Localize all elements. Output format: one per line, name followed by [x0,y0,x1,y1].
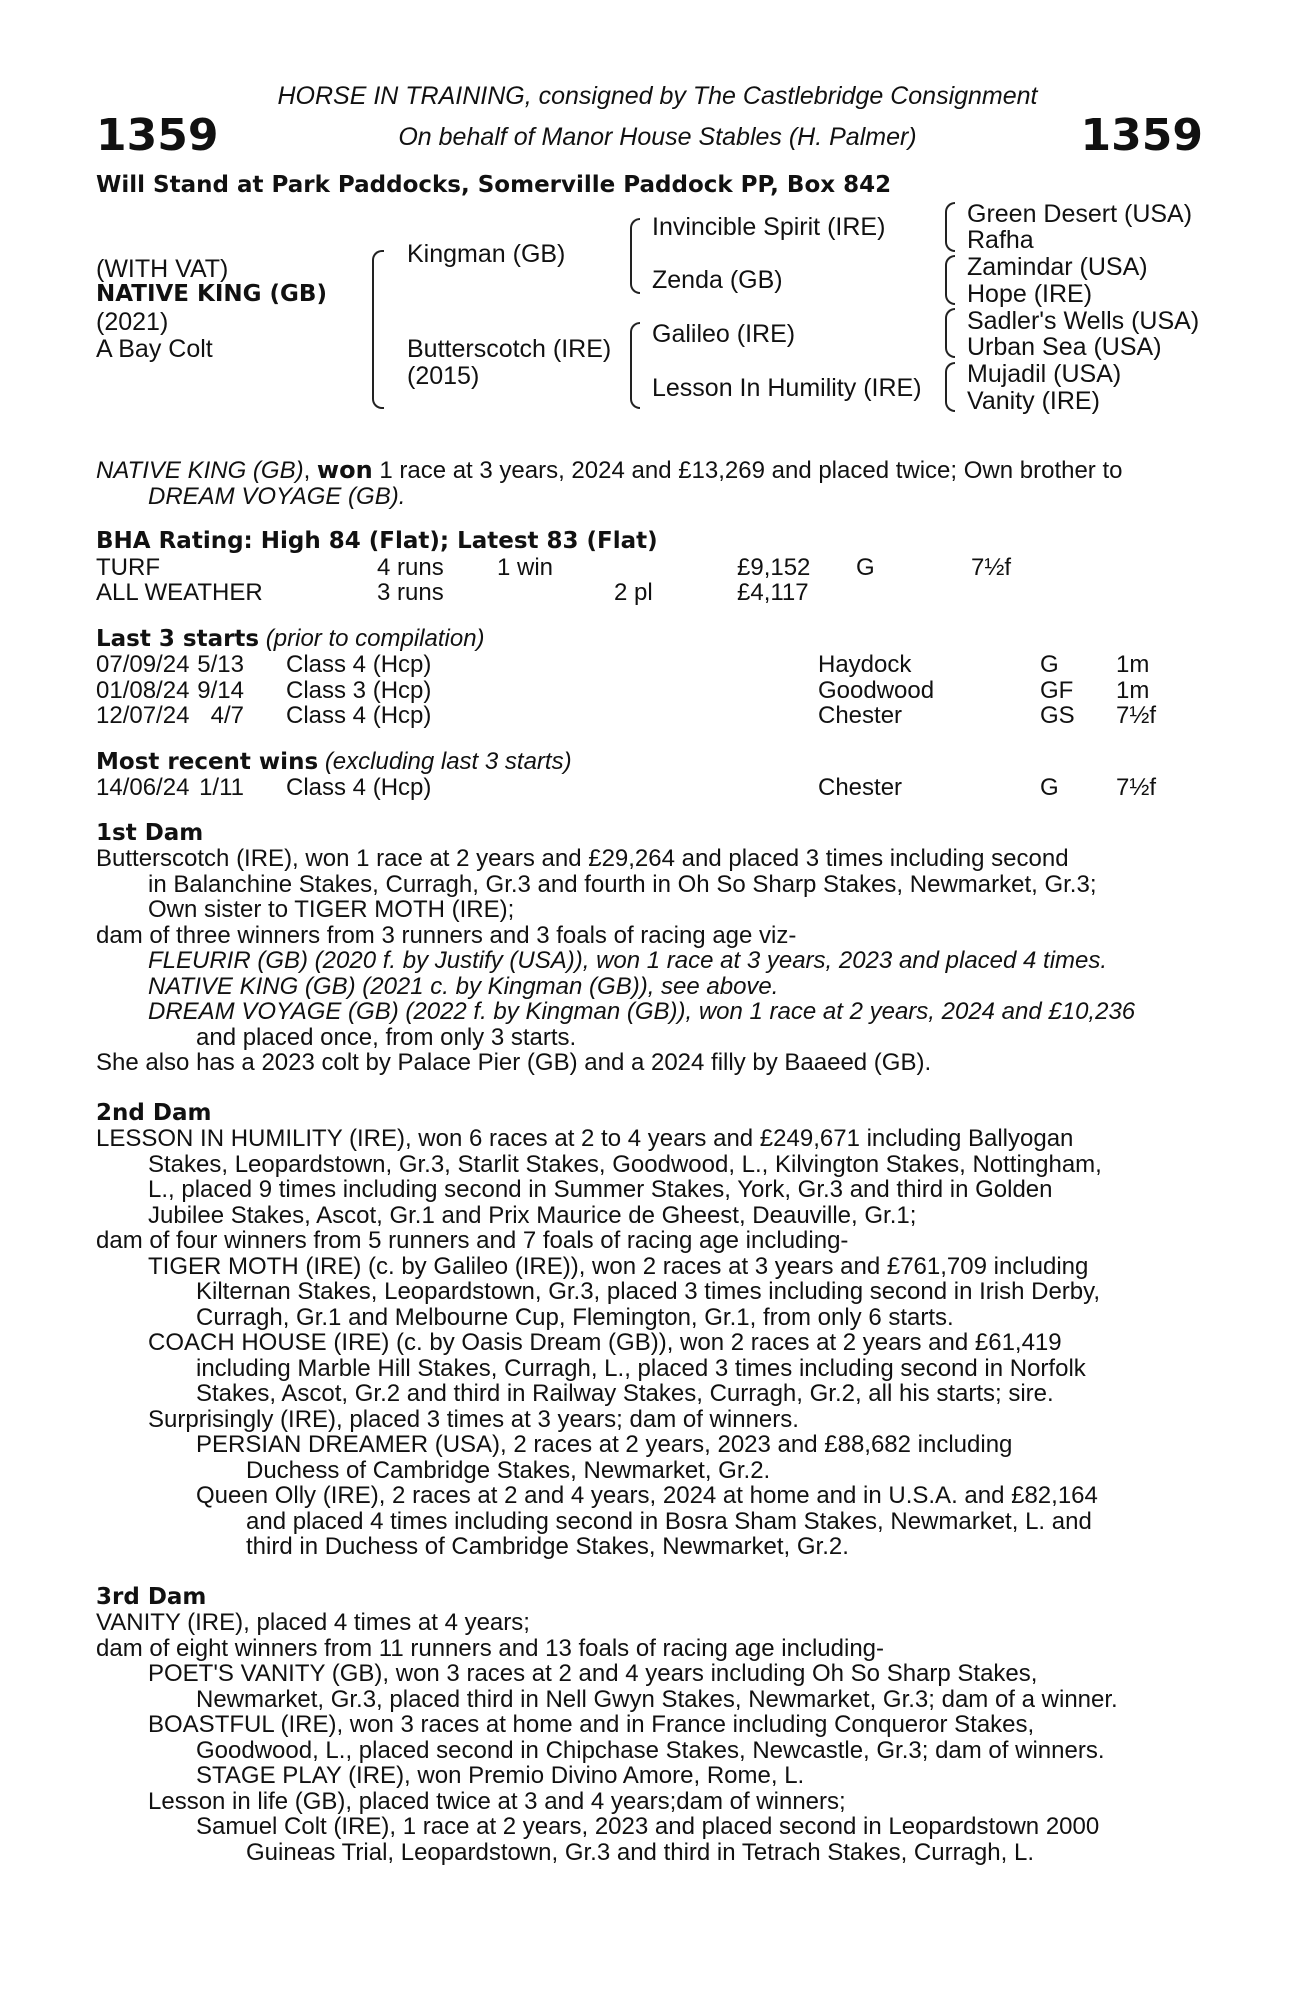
table-cell: 07/09/24 [96,651,190,678]
table-cell: TURF [96,553,160,581]
pedigree-sire-sire: Invincible Spirit (IRE) [652,213,886,241]
dam2-line: Surprisingly (IRE), placed 3 times at 3 years; dam of winners. [148,1405,799,1433]
table-cell: 4 runs [377,553,444,581]
pedigree-sdd: Hope (IRE) [967,280,1093,308]
dam-brace [630,322,640,409]
vat-label: (WITH VAT) [96,255,229,283]
table-cell: 7½f [1116,702,1157,729]
table-cell: 9/14 [197,676,244,704]
last3-heading [96,626,1196,653]
bha-rating: BHA Rating: High 84 (Flat); Latest 83 (Flat) [96,528,658,554]
horse-name: NATIVE KING (GB) [96,281,327,307]
rating-row-aw [96,580,1196,606]
dam2-line: Stakes, Ascot, Gr.2 and third in Railway Stakes, Curragh, Gr.2, all his starts; sire. [196,1380,1054,1407]
table-cell: 1 win [497,553,554,581]
table-cell: 3 runs [377,579,444,606]
pedigree-sss: Green Desert (USA) [967,200,1193,228]
dam2-line: LESSON IN HUMILITY (IRE), won 6 races at 2 to 4 years and £249,671 including Ballyogan [96,1125,1074,1152]
table-cell: Chester [818,774,903,801]
pedigree-dds: Mujadil (USA) [967,360,1122,388]
dam1-heading: 1st Dam [96,819,204,846]
brace-2 [945,255,955,305]
brace-1 [945,202,955,252]
brace-4 [945,362,955,412]
recent-wins-heading [96,749,1196,776]
table-cell: G [856,553,875,581]
horse-description: A Bay Colt [96,335,213,363]
table-cell: 12/07/24 [96,702,190,729]
dam1-line: Own sister to TIGER MOTH (IRE); [148,896,515,923]
pedigree-sds: Zamindar (USA) [967,253,1148,281]
catalogue-body [96,458,1196,1865]
pedigree-ssd: Rafha [967,226,1034,254]
summary-text: 1 race at 3 years, 2024 and £13,269 and placed twice; Own brother to [372,457,1123,484]
dam3-line: Newmarket, Gr.3, placed third in Nell Gwyn Stakes, Newmarket, Gr.3; dam of a winner. [196,1685,1118,1713]
table-cell: Class 4 (Hcp) [286,774,432,801]
table-cell: 7½f [971,553,1012,581]
dam1-line: in Balanchine Stakes, Curragh, Gr.3 and fourth in Oh So Sharp Stakes, Newmarket, Gr.3; [148,870,1097,898]
dam2-line: L., placed 9 times including second in Summer Stakes, York, Gr.3 and third in Golden [148,1176,1053,1203]
last3-row [96,652,1196,678]
last3-row [96,678,1196,704]
dam1-line: dam of three winners from 3 runners and 3 foals of racing age viz- [96,921,797,949]
table-cell: 2 pl [614,579,653,606]
pedigree-dam-dam: Lesson In Humility (IRE) [652,374,922,402]
dam3-line: BOASTFUL (IRE), won 3 races at home and in France including Conqueror Stakes, [148,1711,1035,1738]
dam2-line: Kilternan Stakes, Leopardstown, Gr.3, placed 3 times including second in Irish Derby, [196,1278,1101,1305]
on-behalf-line: On behalf of Manor House Stables (H. Palmer) [398,123,917,151]
last3-row [96,703,1196,729]
table-cell: G [1040,774,1059,801]
dam1-line: DREAM VOYAGE (GB) (2022 f. by Kingman (GB)), won 1 race at 2 years, 2024 and £10,236 [148,998,1136,1025]
pedigree-dam-sire: Galileo (IRE) [652,320,796,348]
dam2-line: Stakes, Leopardstown, Gr.3, Starlit Stakes, Goodwood, L., Kilvington Stakes, Nottingham, [148,1150,1102,1178]
summary-horse: NATIVE KING (GB) [96,457,304,484]
horse-year: (2021) [96,308,169,336]
dam3-line: Samuel Colt (IRE), 1 race at 2 years, 2023 and placed second in Leopardstown 2000 [196,1813,1100,1840]
lot-number-right: 1359 [1080,110,1203,161]
dam3-line: Goodwood, L., placed second in Chipchase Stakes, Newcastle, Gr.3; dam of winners. [196,1736,1105,1764]
pedigree-dam: Butterscotch (IRE) [407,335,612,363]
table-cell: GF [1040,676,1074,704]
table-cell: Class 3 (Hcp) [286,676,432,704]
table-cell: Chester [818,702,903,729]
table-cell: Haydock [818,651,912,678]
table-cell: 1m [1116,651,1150,678]
table-cell: 5/13 [197,651,244,678]
table-cell: Class 4 (Hcp) [286,702,432,729]
dam2-line: COACH HOUSE (IRE) (c. by Oasis Dream (GB)), won 2 races at 2 years and £61,419 [148,1329,1062,1356]
dam3-line: STAGE PLAY (IRE), won Premio Divino Amore, Rome, L. [196,1762,805,1789]
table-cell: 14/06/24 [96,774,190,801]
dam3-line: Guineas Trial, Leopardstown, Gr.3 and third in Tetrach Stakes, Curragh, L. [246,1838,1034,1866]
table-cell: 4/7 [210,702,244,729]
dam2-line: PERSIAN DREAMER (USA), 2 races at 2 years, 2023 and £88,682 including [196,1431,1013,1458]
dam2-line: Queen Olly (IRE), 2 races at 2 and 4 years, 2024 at home and in U.S.A. and £82,164 [196,1482,1098,1509]
table-cell: (excluding last 3 starts) [324,747,572,775]
table-cell: ALL WEATHER [96,579,263,606]
brace-3 [945,308,955,358]
dam1-line: FLEURIR (GB) (2020 f. by Justify (USA)), won 1 race at 3 years, 2023 and placed 4 times. [148,947,1108,974]
dam1-line: Butterscotch (IRE), won 1 race at 2 years and £29,264 and placed 3 times including second [96,845,1069,872]
summary-brother: DREAM VOYAGE (GB). [148,482,406,510]
pedigree-dam-year: (2015) [407,362,480,390]
pedigree-dss: Sadler's Wells (USA) [967,307,1200,335]
lot-number-left: 1359 [96,110,219,161]
dam2-line: Duchess of Cambridge Stakes, Newmarket, Gr.2. [246,1456,771,1484]
table-cell: Class 4 (Hcp) [286,651,432,678]
dam1-line: NATIVE KING (GB) (2021 c. by Kingman (GB)), see above. [148,972,779,1000]
summary-line: NATIVE KING (GB), won 1 race at 3 years, 2024 and £13,269 and placed twice; Own brother to [96,456,1123,484]
table-cell: 7½f [1116,774,1157,801]
table-cell: 1m [1116,676,1150,704]
dam1-line: She also has a 2023 colt by Palace Pier (GB) and a 2024 filly by Baaeed (GB). [96,1049,932,1076]
dam2-line: Jubilee Stakes, Ascot, Gr.1 and Prix Maurice de Gheest, Deauville, Gr.1; [148,1201,917,1229]
summary-won: won [316,456,373,484]
dam2-line: Curragh, Gr.1 and Melbourne Cup, Flemington, Gr.1, from only 6 starts. [196,1303,954,1331]
consignment-line: HORSE IN TRAINING, consigned by The Castlebridge Consignment [277,82,1038,110]
dam3-heading: 3rd Dam [96,1583,207,1610]
table-cell: G [1040,651,1059,678]
table-cell: Goodwood [818,676,935,704]
pedigree-dsd: Urban Sea (USA) [967,333,1162,361]
sire-brace [630,218,640,294]
dam3-line: dam of eight winners from 11 runners and 13 foals of racing age including- [96,1634,885,1662]
pedigree-ddd: Vanity (IRE) [967,387,1100,415]
table-cell: Last 3 starts [96,625,260,652]
table-cell: GS [1040,702,1075,729]
pedigree-sire: Kingman (GB) [407,240,566,268]
table-cell: (prior to compilation) [265,624,485,652]
pedigree-sire-dam: Zenda (GB) [652,266,783,294]
dam3-line: VANITY (IRE), placed 4 times at 4 years; [96,1609,530,1636]
dam2-line: dam of four winners from 5 runners and 7 foals of racing age including- [96,1227,849,1254]
sire-dam-brace [372,250,384,409]
dam2-line: including Marble Hill Stakes, Curragh, L., placed 3 times including second in Norfolk [196,1354,1086,1382]
table-cell: Most recent wins [96,748,319,775]
table-cell: £4,117 [737,579,809,606]
dam1-line: and placed once, from only 3 starts. [196,1023,577,1051]
dam3-line: POET'S VANITY (GB), won 3 races at 2 and 4 years including Oh So Sharp Stakes, [148,1660,1038,1687]
table-cell: 1/11 [199,774,244,801]
recent-win-row [96,775,1196,801]
dam3-line: Lesson in life (GB), placed twice at 3 and 4 years;dam of winners; [148,1787,846,1815]
dam2-heading: 2nd Dam [96,1099,212,1126]
table-cell: 01/08/24 [96,676,190,704]
dam2-line: third in Duchess of Cambridge Stakes, Newmarket, Gr.2. [246,1533,849,1560]
dam2-line: and placed 4 times including second in Bosra Sham Stakes, Newmarket, L. and [246,1507,1092,1535]
stand-location: Will Stand at Park Paddocks, Somerville Paddock PP, Box 842 [96,172,892,198]
table-cell: £9,152 [737,553,811,581]
dam2-line: TIGER MOTH (IRE) (c. by Galileo (IRE)), won 2 races at 3 years and £761,709 including [148,1252,1089,1280]
rating-row-turf [96,555,1196,581]
